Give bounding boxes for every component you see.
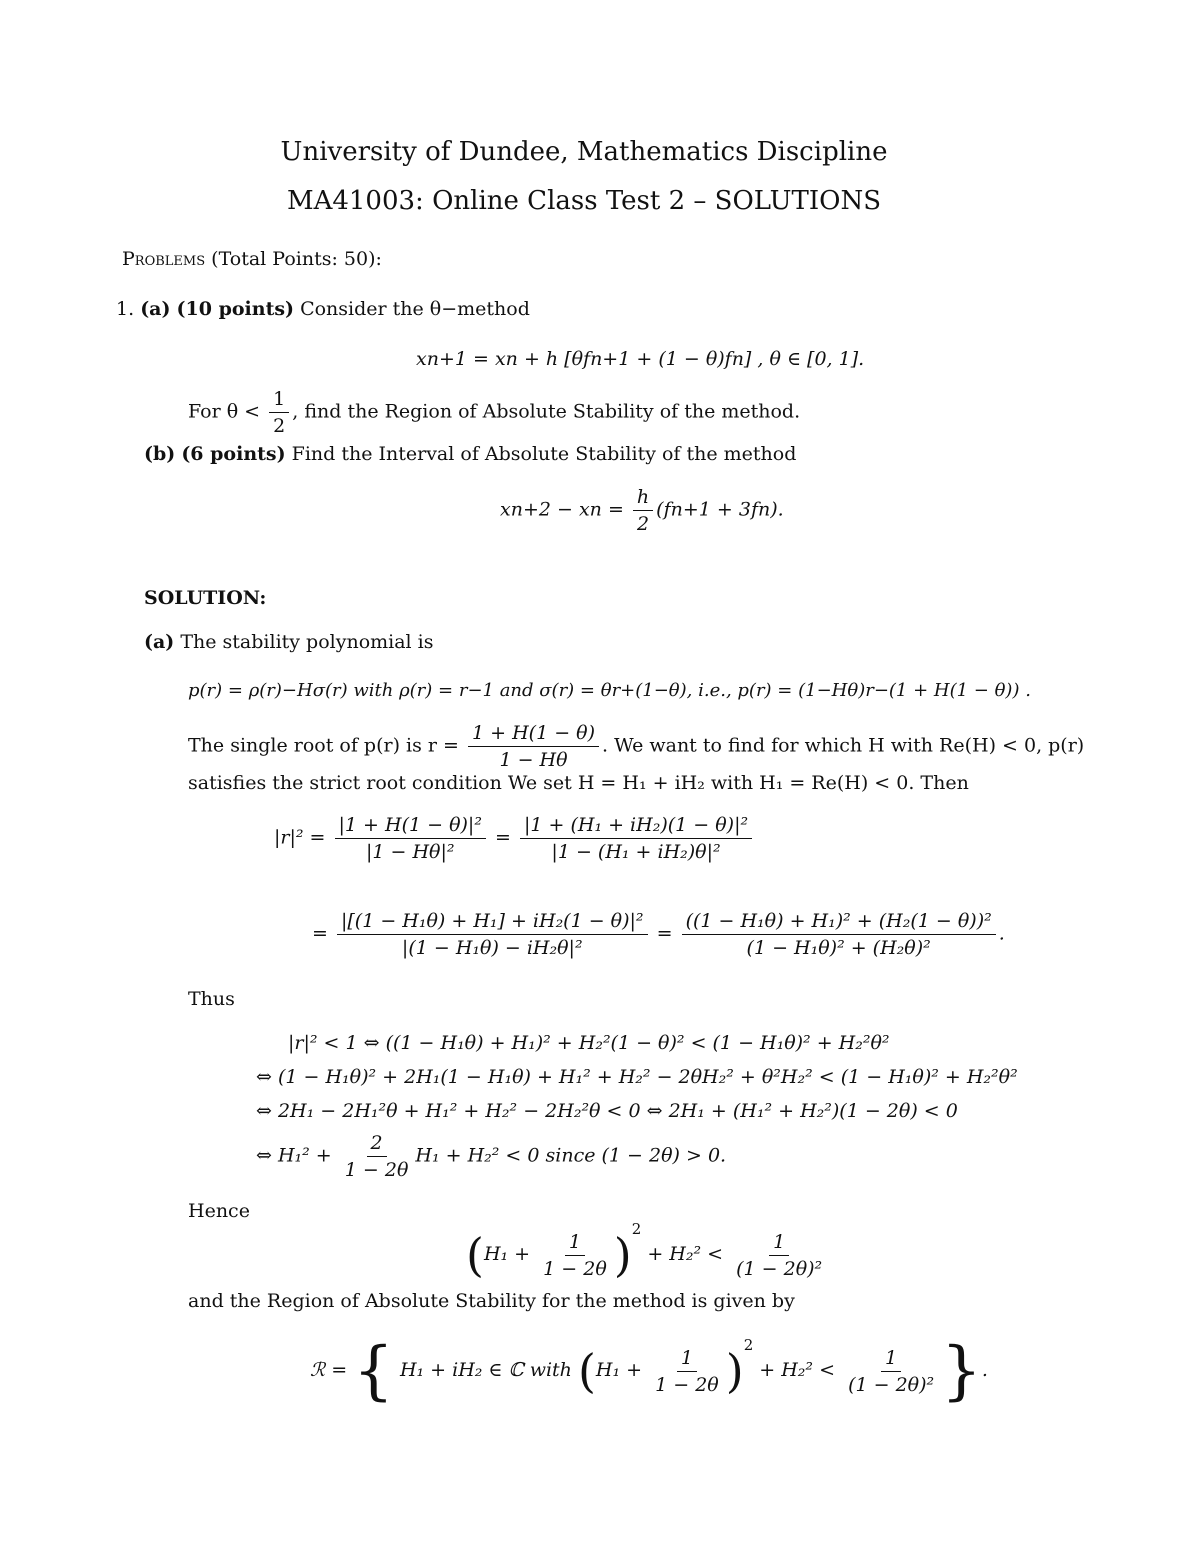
problem-1b (144, 443, 796, 465)
ineq4-pre: ⇔ H₁² + (256, 1144, 332, 1167)
right-brace: } (941, 1334, 982, 1408)
fraction-numerator: 1 (881, 1347, 901, 1372)
hence-label: Hence (188, 1200, 250, 1222)
part-b-label: (b) (144, 443, 176, 465)
square-exponent: 2 (743, 1336, 754, 1354)
eq1-lhs: |r|² = (274, 826, 326, 849)
fraction-numerator: h (633, 486, 653, 511)
inequality-line-2: ⇔ (1 − H₁θ)² + 2H₁(1 − H₁θ) + H₁² + H₂² − 2θH₂² + θ²H₂² < (1 − H₁θ)² + H₂²θ² (256, 1066, 1018, 1088)
left-brace: { (353, 1334, 394, 1408)
fraction-numerator: |[(1 − H₁θ) + H₁] + iH₂(1 − θ)|² (337, 910, 648, 935)
solution-a-text: The stability polynomial is (180, 631, 434, 653)
fraction-denominator: (1 − 2θ)² (848, 1373, 935, 1396)
part-a-text: Consider the θ−method (300, 298, 530, 320)
disk-inequality (466, 1220, 829, 1280)
right-paren: ) (613, 1228, 632, 1282)
hence-rhs-fraction (732, 1231, 826, 1280)
eq2-period: . (998, 922, 1005, 945)
fraction-numerator: |1 + (H₁ + iH₂)(1 − θ)|² (520, 814, 752, 839)
region-definition (310, 1334, 988, 1408)
half-fraction (269, 388, 289, 437)
left-paren: ( (577, 1344, 596, 1398)
solution-heading: SOLUTION: (144, 587, 267, 609)
problem-1a (116, 298, 530, 320)
fraction-numerator: 1 (269, 388, 289, 413)
region-set-pre: H₁ + iH₂ ∈ ℂ with (399, 1359, 572, 1381)
part-a-question (188, 388, 800, 437)
part-b-points: (6 points) (181, 443, 286, 465)
eq2-equals-2: = (656, 922, 673, 945)
inequality-line-4 (256, 1132, 726, 1181)
root-pre: The single root of p(r) is r = (188, 734, 459, 757)
fraction-denominator: |1 − (H₁ + iH₂)θ|² (551, 841, 721, 863)
solution-a-label: (a) (144, 631, 175, 653)
region-period: . (981, 1359, 988, 1381)
eq1-fraction-2 (520, 814, 752, 863)
modulus-equation-2 (312, 910, 1005, 959)
problems-heading (122, 248, 382, 270)
region-mid: + H₂² < (759, 1359, 836, 1381)
eq2-fraction-1 (337, 910, 648, 959)
root-statement (188, 722, 1084, 771)
equation-lhs: xn+2 − xn = (500, 498, 624, 521)
inequality-line-3: ⇔ 2H₁ − 2H₁²θ + H₁² + H₂² − 2H₂²θ < 0 ⇔ 2H₁ + (H₁² + H₂²)(1 − 2θ) < 0 (256, 1100, 958, 1122)
square-exponent: 2 (631, 1220, 642, 1238)
ineq4-post: H₁ + H₂² < 0 since (1 − 2θ) > 0. (415, 1144, 727, 1167)
problems-total: (Total Points: 50): (211, 248, 382, 270)
fraction-numerator: 1 (565, 1231, 585, 1256)
h-over-2 (633, 486, 653, 535)
solution-a-intro (144, 631, 434, 653)
root-post: . We want to find for which H with Re(H) < 0, p(r) (602, 734, 1085, 757)
left-paren: ( (466, 1228, 484, 1282)
part-b-text: Find the Interval of Absolute Stability of the method (291, 443, 797, 465)
stability-polynomial: p(r) = ρ(r)−Hσ(r) with ρ(r) = r−1 and σ(r) = θr+(1−θ), i.e., p(r) = (1−Hθ)r−(1 + H(1 − θ)) . (188, 680, 1031, 701)
fraction-denominator: 1 − 2θ (543, 1257, 607, 1280)
inequality-line-1: |r|² < 1 ⇔ ((1 − H₁θ) + H₁)² + H₂²(1 − θ)² < (1 − H₁θ)² + H₂²θ² (288, 1032, 890, 1054)
part-a-points: (10 points) (176, 298, 295, 320)
test-title: MA41003: Online Class Test 2 – SOLUTIONS (286, 186, 882, 216)
fraction-numerator: 2 (367, 1132, 387, 1157)
fraction-denominator: 2 (273, 415, 286, 437)
question-number: 1. (116, 298, 135, 320)
fraction-denominator: 2 (637, 513, 650, 535)
fraction-numerator: 1 (677, 1347, 697, 1372)
region-symbol: ℛ = (310, 1359, 348, 1381)
eq2-equals: = (312, 922, 328, 945)
region-h1: H₁ + (595, 1359, 643, 1381)
fraction-denominator: 1 − 2θ (344, 1159, 409, 1181)
fraction-numerator: ((1 − H₁θ) + H₁)² + (H₂(1 − θ))² (682, 910, 996, 935)
part-a-for-text: For θ < (188, 400, 261, 423)
right-paren: ) (725, 1344, 744, 1398)
fraction-denominator: |1 − Hθ|² (365, 841, 455, 863)
equation-rhs: (fn+1 + 3fn). (656, 498, 784, 521)
region-fraction (651, 1347, 723, 1396)
multistep-equation (500, 486, 784, 535)
hence-fraction (539, 1231, 611, 1280)
theta-method-equation: xn+1 = xn + h [θfn+1 + (1 − θ)fn] , θ ∈ [0, 1]. (416, 348, 865, 370)
fraction-numerator: 1 (769, 1231, 789, 1256)
fraction-denominator: 1 − 2θ (655, 1373, 719, 1396)
region-statement: and the Region of Absolute Stability for the method is given by (188, 1290, 795, 1312)
modulus-equation-1 (274, 814, 755, 863)
thus-label: Thus (188, 988, 235, 1010)
eq1-equals: = (495, 826, 511, 849)
hence-mid: + H₂² < (647, 1243, 724, 1265)
root-fraction (468, 722, 599, 771)
eq2-fraction-2 (682, 910, 996, 959)
fraction-numerator: 1 + H(1 − θ) (468, 722, 599, 747)
problems-label: Problems (122, 248, 206, 270)
fraction-denominator: (1 − H₁θ)² + (H₂θ)² (746, 937, 931, 959)
fraction-numerator: |1 + H(1 − θ)|² (335, 814, 486, 839)
region-rhs-fraction (844, 1347, 938, 1396)
fraction-denominator: (1 − 2θ)² (736, 1257, 823, 1280)
eq1-fraction-1 (335, 814, 486, 863)
root-condition: satisfies the strict root condition We set H = H₁ + iH₂ with H₁ = Re(H) < 0. Then (188, 772, 969, 794)
fraction-denominator: |(1 − H₁θ) − iH₂θ|² (401, 937, 583, 959)
part-a-for-post: , find the Region of Absolute Stability of the method. (292, 400, 801, 423)
university-title: University of Dundee, Mathematics Discipline (280, 137, 888, 167)
part-a-label: (a) (140, 298, 171, 320)
fraction-denominator: 1 − Hθ (499, 749, 568, 771)
ineq4-fraction (341, 1132, 413, 1181)
hence-h1: H₁ + (483, 1243, 531, 1265)
